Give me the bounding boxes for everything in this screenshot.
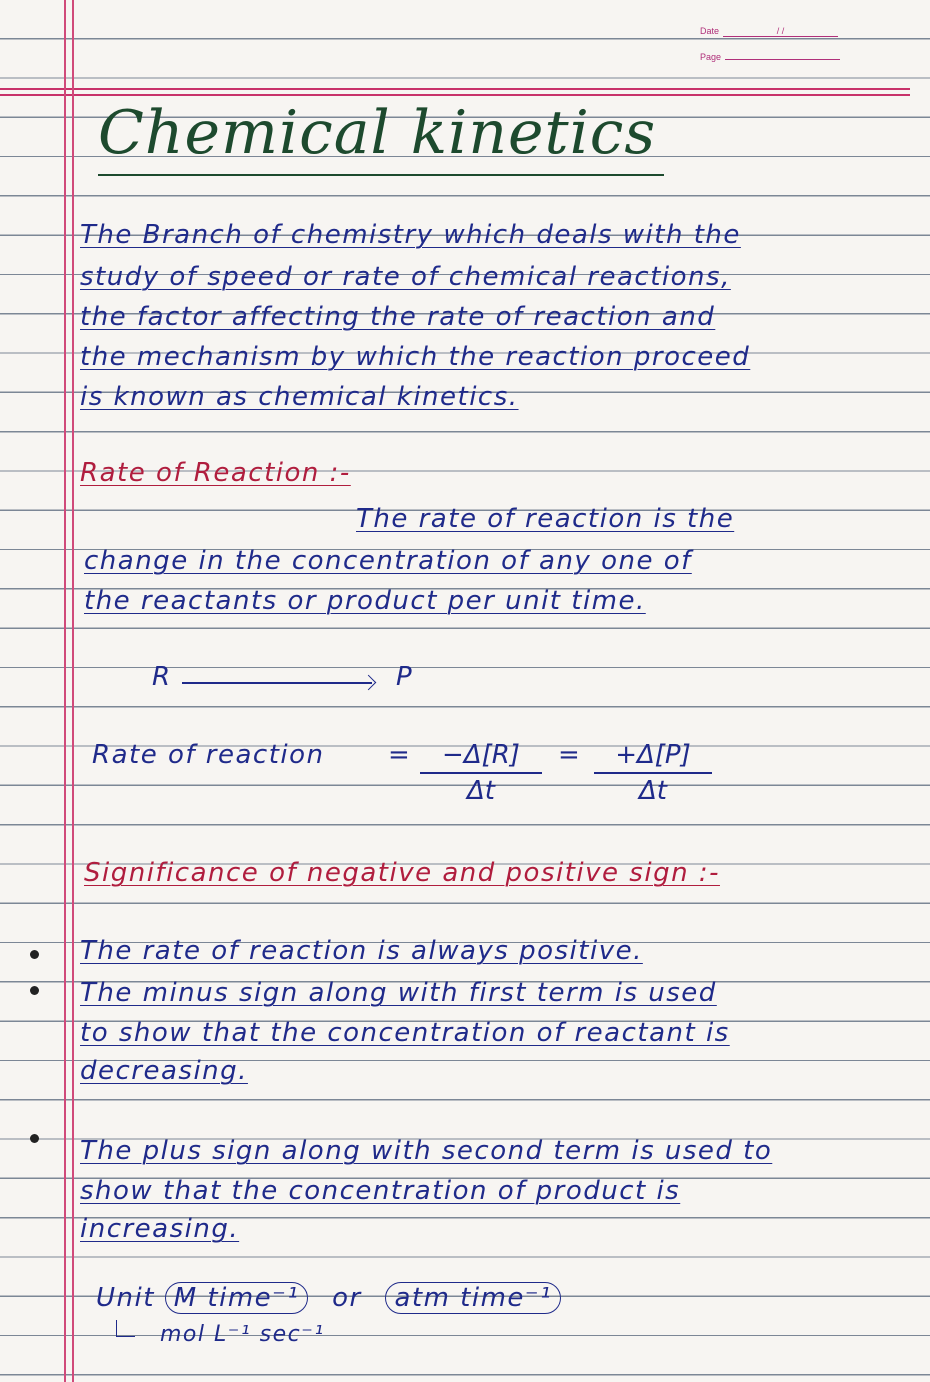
bullet-dot: [30, 986, 39, 995]
bullet-dot: [30, 1134, 39, 1143]
equals-sign: =: [388, 740, 412, 770]
fraction-denominator: Δt: [467, 775, 495, 806]
unit-line: [96, 1282, 561, 1314]
unit-label: Unit: [96, 1283, 155, 1313]
fraction-numerator: −Δ[R]: [442, 740, 520, 770]
fraction-numerator: +Δ[P]: [615, 740, 691, 770]
sub-arrow: [116, 1320, 135, 1337]
unit-sub: mol L⁻¹ sec⁻¹: [160, 1322, 325, 1347]
point-line: The plus sign along with second term is used to: [80, 1136, 773, 1166]
equation-label: Rate of reaction: [92, 740, 325, 770]
reactant-label: R: [152, 662, 172, 692]
date-field: [700, 26, 838, 37]
point-line: to show that the concentration of reactant is: [80, 1018, 730, 1048]
rate-heading: Rate of Reaction :-: [80, 458, 351, 488]
date-value: / /: [723, 26, 838, 37]
point-line: The minus sign along with first term is used: [80, 978, 717, 1008]
point-line: show that the concentration of product is: [80, 1176, 681, 1206]
fraction-product: [594, 740, 712, 806]
page-field: [700, 52, 840, 62]
fraction-reactant: [420, 740, 542, 806]
date-label: Date: [700, 26, 720, 36]
point-line: decreasing.: [80, 1056, 248, 1086]
unit-first: M time⁻¹: [165, 1282, 309, 1314]
unit-or: or: [332, 1283, 362, 1313]
page-title: Chemical kinetics: [98, 98, 657, 168]
point-line: The rate of reaction is always positive.: [80, 936, 643, 966]
margin-line: [64, 0, 66, 1382]
top-rule-second: [0, 94, 910, 96]
intro-line: The Branch of chemistry which deals with the: [80, 220, 741, 250]
intro-line: study of speed or rate of chemical reactions,: [80, 262, 731, 292]
equals-sign: =: [558, 740, 582, 770]
unit-second: atm time⁻¹: [385, 1282, 561, 1314]
intro-line: the factor affecting the rate of reaction and: [80, 302, 716, 332]
page-label: Page: [700, 52, 722, 62]
point-line: increasing.: [80, 1214, 240, 1244]
intro-line: the mechanism by which the reaction proceed: [80, 342, 751, 372]
rate-def-line: change in the concentration of any one of: [84, 546, 692, 576]
rate-def-line: the reactants or product per unit time.: [84, 586, 646, 616]
margin-line-second: [72, 0, 74, 1382]
rate-def-line: The rate of reaction is the: [356, 504, 735, 534]
intro-line: is known as chemical kinetics.: [80, 382, 519, 412]
fraction-denominator: Δt: [639, 775, 667, 806]
reaction-arrow: [182, 682, 372, 684]
sign-heading: Significance of negative and positive sign :-: [84, 858, 720, 888]
bullet-dot: [30, 950, 39, 959]
product-label: P: [396, 662, 414, 692]
title-underline: [98, 174, 664, 176]
top-rule: [0, 88, 910, 90]
